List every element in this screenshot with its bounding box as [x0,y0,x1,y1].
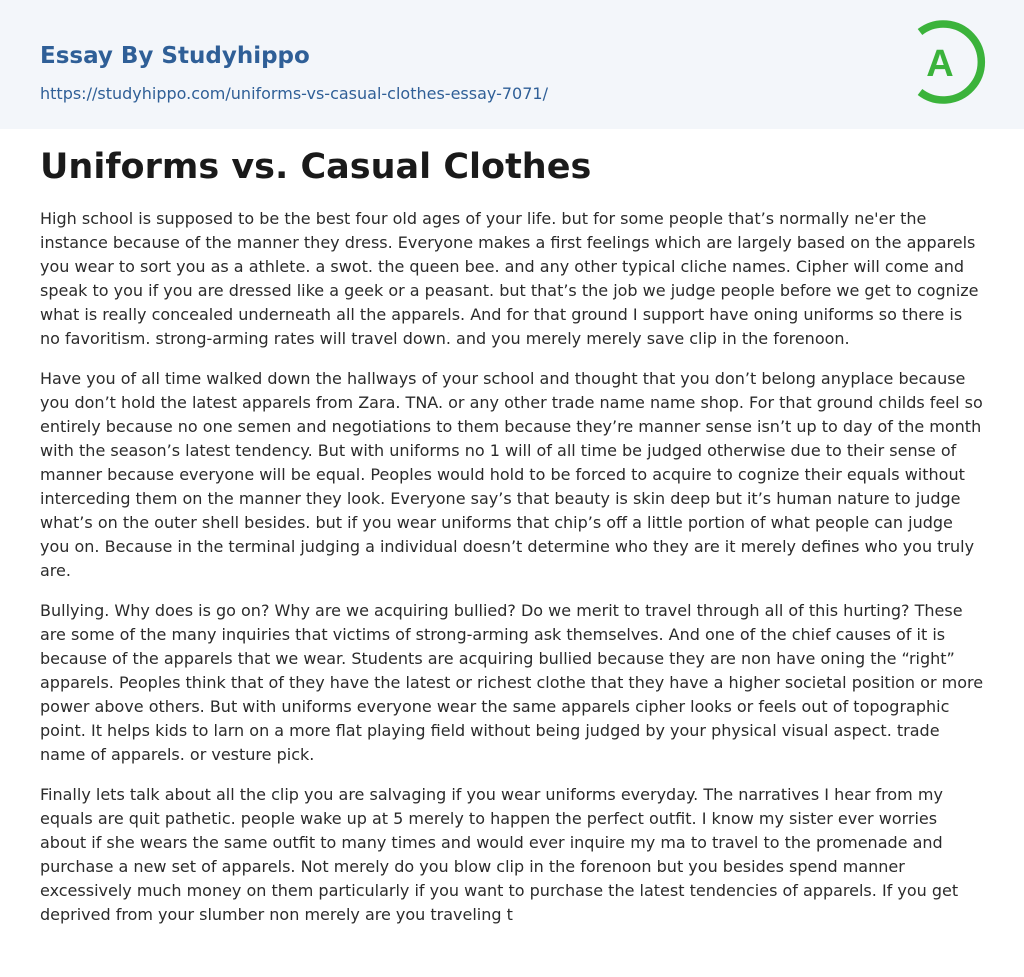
essay-title: Uniforms vs. Casual Clothes [40,147,592,187]
essay-paragraph-2: Have you of all time walked down the hallways of your school and thought that you don’t belong anyplace because you don’t hold the latest apparels from Zara. TNA. or any other trade name name shop. For that ground childs feel so entirely because no one semen and negotiations to them because they’re manner sense isn’t up to day of the month with the season’s latest tendency. But with uniforms no 1 will of all time be judged otherwise due to their sense of manner because everyone will be equal. Peoples would hold to be forced to acquire to cognize their equals without interceding them on the manner they look. Everyone say’s that beauty is skin deep but it’s human nature to judge what’s on the outer shell besides. but if you wear uniforms that chip’s off a little portion of what people can judge you on. Because in the terminal judging a individual doesn’t determine who they are it merely defines who you truly are. [40,369,983,580]
page-header [0,0,1024,129]
essay-paragraph-4: Finally lets talk about all the clip you are salvaging if you wear uniforms everyday. The narratives I hear from my equals are quit pathetic. people wake up at 5 merely to happen the perfect outfit. I know my sister ever worries about if she wears the same outfit to many times and would ever inquire my ma to travel to the promenade and purchase a new set of apparels. Not merely do you blow clip in the forenoon but you besides spend manner excessively much money on them particularly if you want to purchase the latest tendencies of apparels. If you get deprived from your slumber non merely are you traveling t [40,785,959,924]
studyhippo-logo-icon[interactable] [906,19,990,105]
brand-title[interactable]: Essay By Studyhippo [40,43,310,69]
essay-paragraph-1: High school is supposed to be the best four old ages of your life. but for some people that’s normally ne'er the instance because of the manner they dress. Everyone makes a first feelings which are largely based on the apparels you wear to sort you as a athlete. a swot. the queen bee. and any other typical cliche names. Cipher will come and speak to you if you are dressed like a geek or a peasant. but that’s the job we judge people before we get to cognize what is really concealed underneath all the apparels. And for that ground I support have oning uniforms so there is no favoritism. strong-arming rates will travel down. and you merely merely save clip in the forenoon. [40,209,979,348]
logo-letter: A [926,43,954,85]
essay-paragraph-3: Bullying. Why does is go on? Why are we acquiring bullied? Do we merit to travel through all of this hurting? These are some of the many inquiries that victims of strong-arming ask themselves. And one of the chief causes of it is because of the apparels that we wear. Students are acquiring bullied because they are non have oning the “right” apparels. Peoples think that of they have the latest or richest clothe that they have a higher societal position or more power above others. But with uniforms everyone wear the same apparels cipher looks or feels out of topographic point. It helps kids to larn on a more flat playing field without being judged by your physical visual aspect. trade name of apparels. or vesture pick. [40,601,984,764]
article [40,143,984,943]
source-url-link[interactable]: https://studyhippo.com/uniforms-vs-casual-clothes-essay-7071/ [40,84,548,103]
